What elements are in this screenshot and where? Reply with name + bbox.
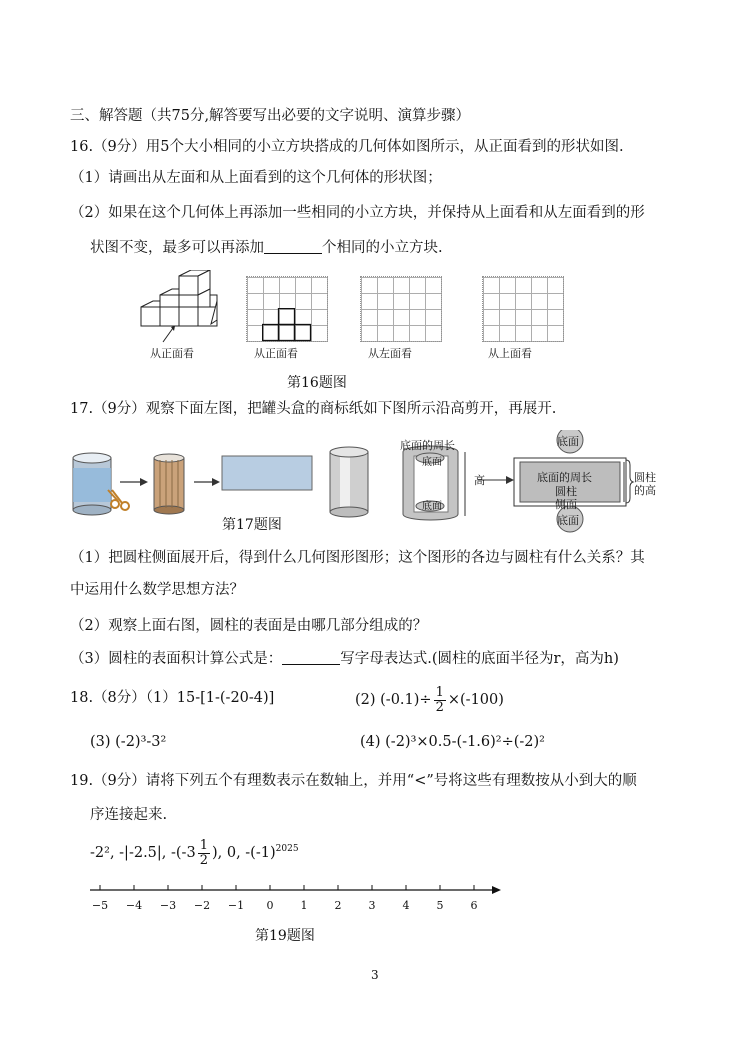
page-number: 3 <box>371 968 379 982</box>
fig16-label-solid: 从正面看 <box>150 347 194 360</box>
q16-part2-line1: （2）如果在这个几何体上再添加一些相同的小立方块，并保持从上面看和从左面看到的形 <box>70 205 645 221</box>
fig16-label-left: 从左面看 <box>368 347 412 360</box>
fig17-cyl-height-2: 的高 <box>634 484 656 497</box>
can-with-label <box>73 453 111 515</box>
number-line-tick-label: 2 <box>334 899 342 912</box>
fig17-height: 高 <box>474 474 485 487</box>
q19-stem-line1: 19.（9分）请将下列五个有理数表示在数轴上，并用“<”号将这些有理数按从小到大的顺 <box>70 773 637 789</box>
fig16-label-top: 从上面看 <box>488 347 532 360</box>
cube-solid-figure <box>135 270 225 345</box>
fig17-rect-line1: 底面的周长 <box>537 471 592 484</box>
section-title: 三、解答题（共75分,解答要写出必要的文字说明、演算步骤） <box>70 108 471 124</box>
q17-part3: （3）圆柱的表面积计算公式是： 写字母表达式.(圆柱的底面半径为r，高为h) <box>70 651 619 667</box>
fig16-caption: 第16题图 <box>287 375 347 391</box>
q18-expr3: (3) (-2)³-3² <box>90 734 167 750</box>
q19-numbers: -2², -|-2.5|, -(-3 $\frac{1}{2}$ ), 0, $-(-1)^{2025}$ <box>90 837 299 868</box>
q18-expr4: (4) (-2)³×0.5-(-1.6)²÷(-2)² <box>360 734 545 750</box>
fig17-net-base-bottom: 底面 <box>557 514 579 527</box>
q17-part2: （2）观察上面右图，圆柱的表面是由哪几部分组成的？ <box>70 618 428 634</box>
answer-blank <box>264 239 322 254</box>
can-stripped <box>154 454 184 514</box>
fig17-cyl-height-1: 圆柱 <box>634 471 656 484</box>
fig16-label-front: 从正面看 <box>254 347 298 360</box>
q18-expr2: (2) (-0.1)÷ $\frac{1}{2}$ ×(-100) <box>355 684 504 715</box>
cylinder-unfold-figure <box>68 430 688 535</box>
answer-blank <box>282 650 340 665</box>
q19-stem-line2: 序连接起来. <box>90 807 168 823</box>
fig17-base-top: 底面 <box>422 457 442 468</box>
q16-stem: 16.（9分）用5个大小相同的小立方块搭成的几何体如图所示，从正面看到的形状如图. <box>70 139 624 155</box>
number-line-tick-label: −3 <box>159 899 177 912</box>
fig17-net-base-top: 底面 <box>557 435 579 448</box>
q16-part1: （1）请画出从左面和从上面看到的这个几何体的形状图； <box>70 170 442 186</box>
number-line-tick-label: 1 <box>300 899 308 912</box>
number-line-tick-label: 4 <box>402 899 410 912</box>
q16-part2-line2: 状图不变，最多可以再添加 个相同的小立方块. <box>90 240 443 256</box>
number-line-tick-label: 3 <box>368 899 376 912</box>
number-line <box>80 882 505 918</box>
fig17-caption: 第17题图 <box>222 517 282 533</box>
front-view-shape <box>262 308 312 342</box>
number-line-tick-label: −5 <box>91 899 109 912</box>
q17-part1-line1: （1）把圆柱侧面展开后，得到什么几何图形图形；这个图形的各边与圆柱有什么关系？其 <box>70 550 645 566</box>
fig17-base-perimeter: 底面的周长 <box>400 439 455 452</box>
fig17-base-bottom: 底面 <box>422 501 442 512</box>
q17-part1-line2: 中运用什么数学思想方法？ <box>70 582 244 598</box>
number-line-tick-label: −2 <box>193 899 211 912</box>
number-line-tick-label: 6 <box>470 899 478 912</box>
number-line-tick-label: −1 <box>227 899 245 912</box>
number-line-tick-label: 5 <box>436 899 444 912</box>
number-line-tick-label: 0 <box>266 899 274 912</box>
fig17-rect-line2: 圆柱 <box>555 485 577 498</box>
top-view-grid <box>482 276 564 342</box>
fig19-caption: 第19题图 <box>255 928 315 944</box>
fig17-rect-line3: 侧面 <box>555 498 577 511</box>
q17-stem: 17.（9分）观察下面左图，把罐头盒的商标纸如下图所示沿高剪开，再展开. <box>70 401 557 417</box>
left-view-grid <box>360 276 442 342</box>
q18-stem: 18.（8分）（1）15-[1-(-20-4)] <box>70 690 275 706</box>
number-line-tick-label: −4 <box>125 899 143 912</box>
